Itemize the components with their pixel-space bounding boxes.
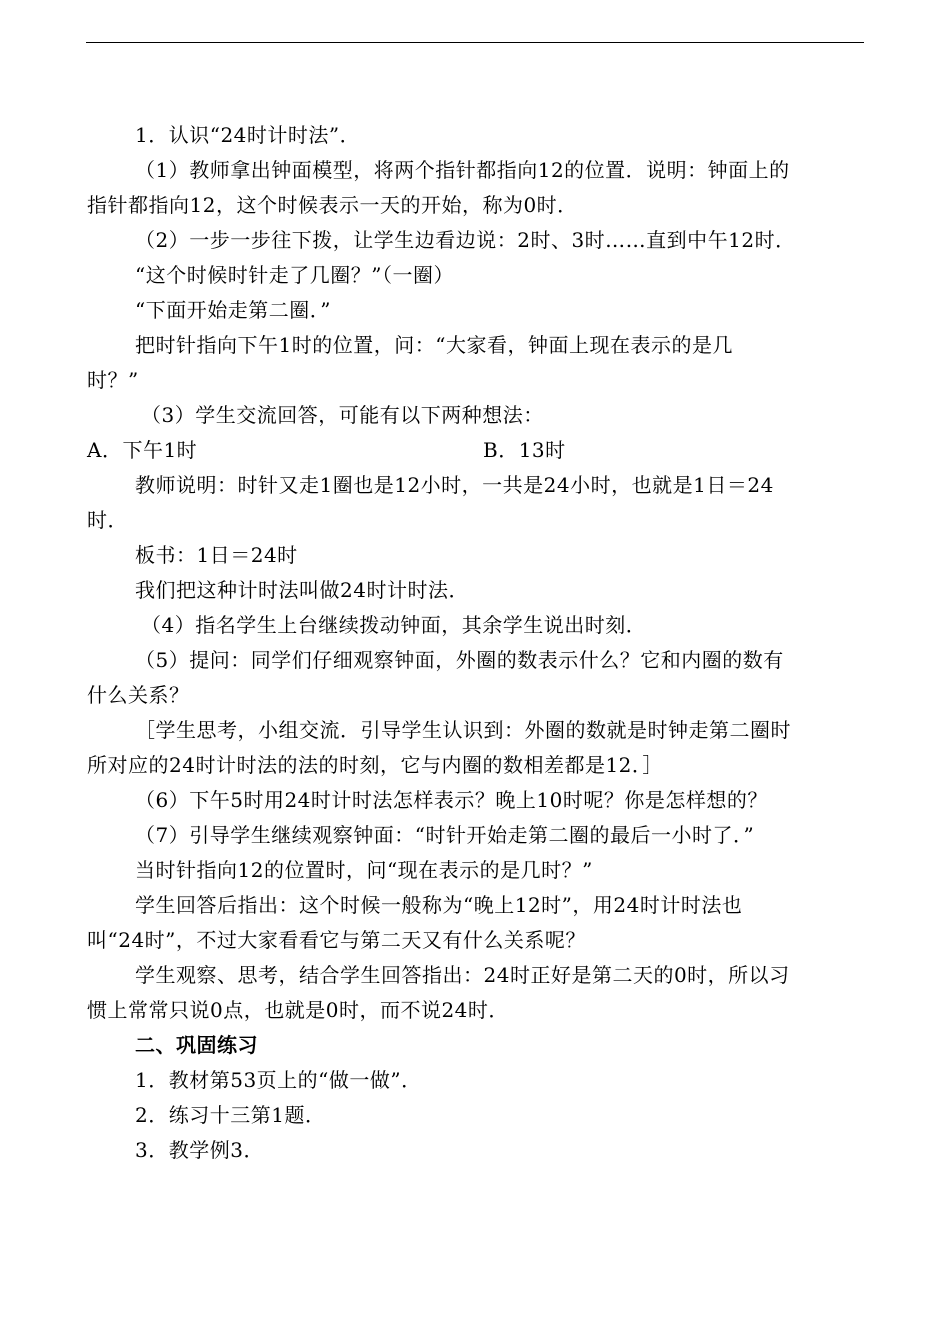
paragraph-line: 时．	[87, 508, 128, 532]
paragraph-line: 把时针指向下午1时的位置，问：“大家看，钟面上现在表示的是几	[135, 333, 733, 357]
paragraph-line: 指针都指向12，这个时候表示一天的开始，称为0时．	[87, 193, 578, 217]
paragraph-line: 板书：1日＝24时	[135, 543, 298, 567]
option-b: B．13时	[483, 438, 566, 462]
paragraph-line: （1）教师拿出钟面模型，将两个指针都指向12的位置．说明：钟面上的	[135, 158, 790, 182]
option-a: A．下午1时	[87, 438, 198, 462]
paragraph-line: 我们把这种计时法叫做24时计时法．	[135, 578, 469, 602]
answer-options	[87, 433, 867, 468]
paragraph-line: （3）学生交流回答，可能有以下两种想法：	[141, 403, 544, 427]
paragraph-line: ［学生思考，小组交流．引导学生认识到：外圈的数就是时钟走第二圈时	[135, 718, 791, 742]
paragraph-line: 叫“24时”，不过大家看看它与第二天又有什么关系呢？	[87, 928, 586, 952]
paragraph-line: 2．练习十三第1题．	[135, 1103, 326, 1127]
paragraph-line: （6）下午5时用24时计时法怎样表示？晚上10时呢？你是怎样想的？	[135, 788, 768, 812]
paragraph-line: “这个时候时针走了几圈？”（一圈）	[135, 263, 454, 287]
paragraph-line: 时？”	[87, 368, 139, 392]
paragraph-line: （5）提问：同学们仔细观察钟面，外圈的数表示什么？它和内圈的数有	[135, 648, 784, 672]
paragraph-line: （7）引导学生继续观察钟面：“时针开始走第二圈的最后一小时了．”	[135, 823, 755, 847]
paragraph-line: 1．认识“24时计时法”．	[135, 123, 361, 147]
paragraph-line: （4）指名学生上台继续拨动钟面，其余学生说出时刻．	[141, 613, 647, 637]
paragraph-line: 学生回答后指出：这个时候一般称为“晚上12时”，用24时计时法也	[135, 893, 743, 917]
paragraph-line: “下面开始走第二圈．”	[135, 298, 331, 322]
paragraph-line: 所对应的24时计时法的法的时刻，它与内圈的数相差都是12．］	[87, 753, 663, 777]
paragraph-line: 教师说明：时针又走1圈也是12小时，一共是24小时，也就是1日＝24	[135, 473, 774, 497]
paragraph-line: 学生观察、思考，结合学生回答指出：24时正好是第二天的0时，所以习	[135, 963, 790, 987]
paragraph-line: （2）一步一步往下拨，让学生边看边说：2时、3时……直到中午12时．	[135, 228, 796, 252]
paragraph-line: 1．教材第53页上的“做一做”．	[135, 1068, 422, 1092]
header-rule	[86, 42, 864, 43]
section-heading: 二、巩固练习	[135, 1033, 258, 1057]
paragraph-line: 3．教学例3．	[135, 1138, 264, 1162]
paragraph-line: 什么关系？	[87, 683, 190, 707]
document-body	[87, 118, 867, 1168]
paragraph-line: 惯上常常只说0点，也就是0时，而不说24时．	[87, 998, 509, 1022]
paragraph-line: 当时针指向12的位置时，问“现在表示的是几时？”	[135, 858, 593, 882]
